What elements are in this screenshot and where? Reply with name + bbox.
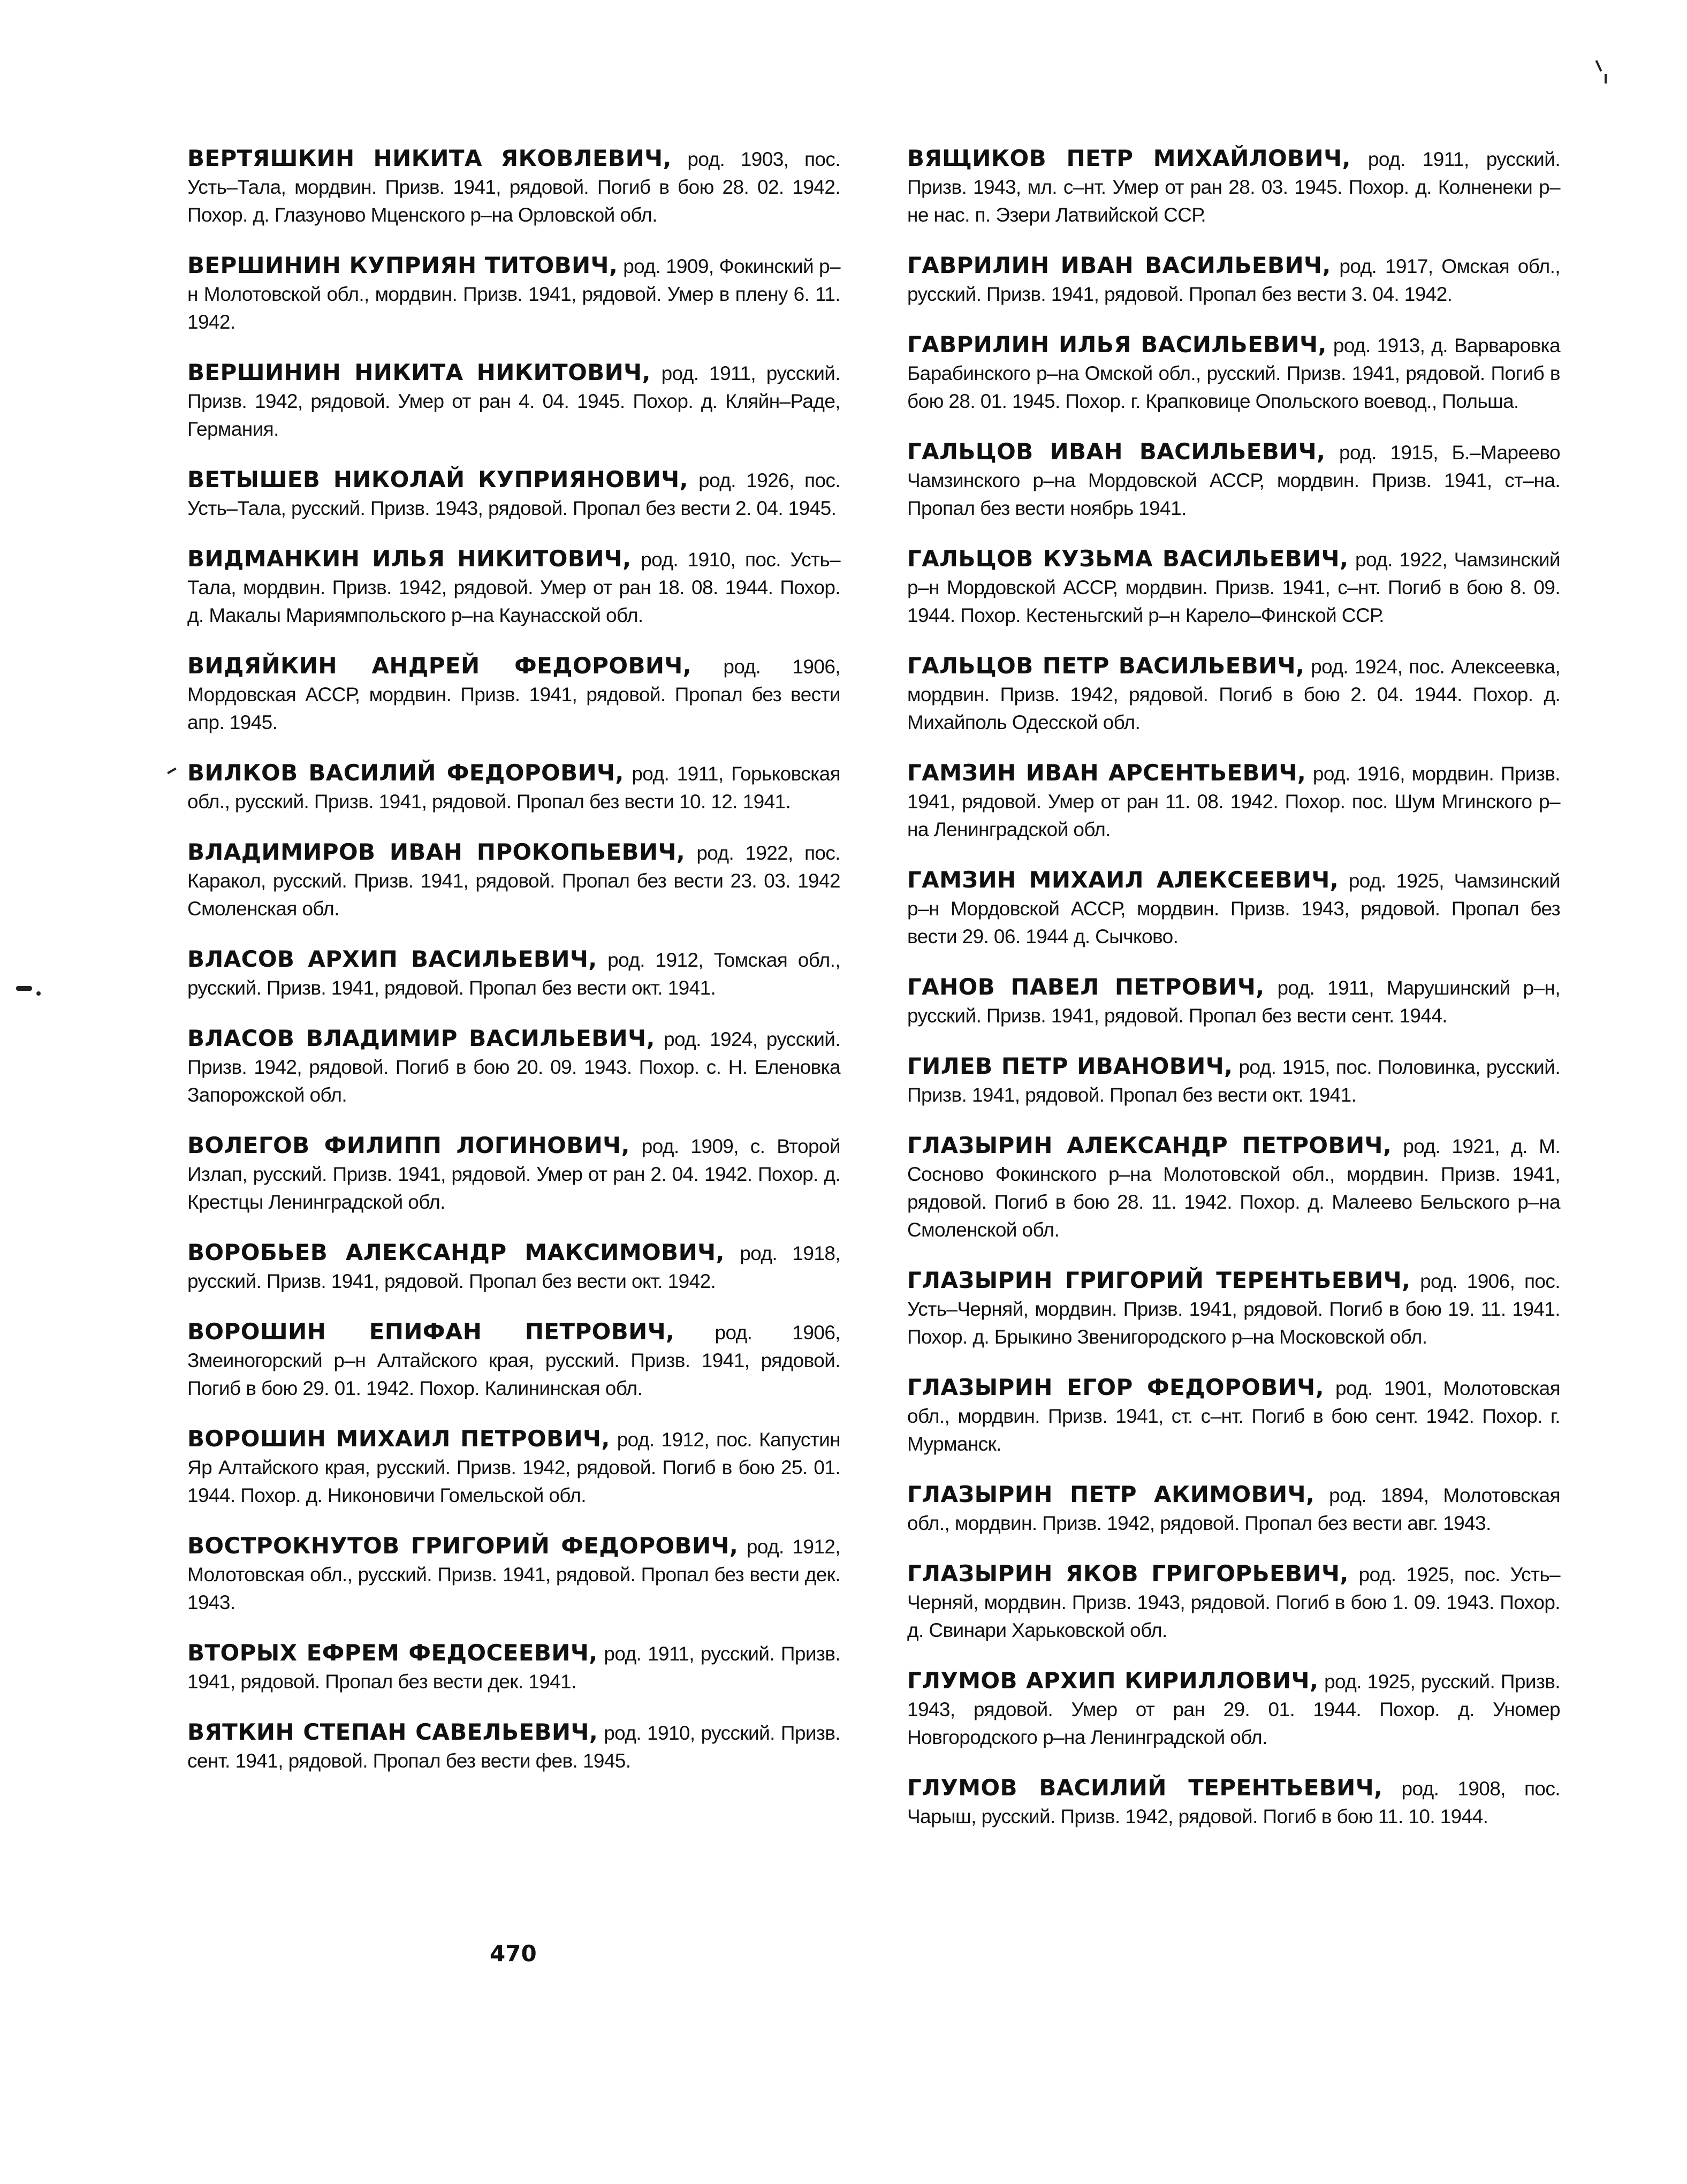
entry-details: род. 1911, Марушинский р–н, русский. Призв. 1941, рядовой. Пропал без вести сент. 1944. (907, 977, 1560, 1027)
entry-details: род. 1925, пос. Усть–Черняй, мордвин. Призв. 1943, рядовой. Погиб в бою 1. 09. 1943. Похор. д. Свинари Харьковской обл. (907, 1564, 1560, 1641)
entry-name: ГАЛЬЦОВ ИВАН ВАСИЛЬЕВИЧ, (907, 438, 1326, 465)
entry-details: род. 1912, пос. Капустин Яр Алтайского края, русский. Призв. 1942, рядовой. Погиб в бою 25. 01. 1944. Похор. д. Никоновичи Гомельской обл. (187, 1429, 841, 1506)
entry-name: ГАНОВ ПАВЕЛ ПЕТРОВИЧ, (907, 974, 1265, 1000)
entry (907, 1667, 1560, 1751)
entry-details: род. 1924, русский. Призв. 1942, рядовой. Погиб в бою 20. 09. 1943. Похор. с. Н. Еленовка Запорожской обл. (187, 1028, 841, 1106)
entry-details: род. 1912, Молотовская обл., русский. Призв. 1941, рядовой. Пропал без вести дек. 1943. (187, 1536, 840, 1613)
entry (907, 866, 1560, 951)
entry (907, 1481, 1560, 1537)
scan-speck (167, 768, 177, 774)
entry-details: род. 1911, русский. Призв. 1942, рядовой. Умер от ран 4. 04. 1945. Похор. д. Кляйн–Раде, Германия. (187, 362, 841, 440)
entry-name: ВИДМАНКИН ИЛЬЯ НИКИТОВИЧ, (187, 545, 632, 572)
entry-details: род. 1909, с. Второй Излап, русский. Призв. 1941, рядовой. Умер от ран 2. 04. 1942. Похор. д. Крестцы Ленинградской обл. (187, 1135, 840, 1213)
entry-details: род. 1921, д. М. Сосново Фокинского р–на Молотовской обл., мордвин. Призв. 1941, рядовой. Погиб в бою 28. 11. 1942. Похор. д. Малеево Бельского р–на Смоленской обл. (907, 1135, 1561, 1241)
entry-details: род. 1910, русский. Призв. сент. 1941, рядовой. Пропал без вести фев. 1945. (187, 1722, 840, 1772)
entry (187, 759, 840, 816)
entry-name: ВЛАДИМИРОВ ИВАН ПРОКОПЬЕВИЧ, (187, 839, 686, 865)
entry-name: ВЕРШИНИН НИКИТА НИКИТОВИЧ, (187, 359, 651, 385)
entry-name: ВЯЩИКОВ ПЕТР МИХАЙЛОВИЧ, (907, 145, 1351, 171)
entry (907, 1052, 1560, 1109)
entry-details: род. 1924, пос. Алексеевка, мордвин. Призв. 1942, рядовой. Погиб в бою 2. 04. 1944. Похор. д. Михайполь Одесской обл. (907, 656, 1560, 733)
entry-name: ВЯТКИН СТЕПАН САВЕЛЬЕВИЧ, (187, 1719, 598, 1745)
entry (187, 545, 840, 630)
entry-name: ВТОРЫХ ЕФРЕМ ФЕДОСЕЕВИЧ, (187, 1640, 598, 1666)
entry (187, 652, 840, 737)
entry-details: род. 1894, Молотовская обл., мордвин. Призв. 1942, рядовой. Пропал без вести авг. 1943. (907, 1484, 1560, 1534)
entry-name: ГАЛЬЦОВ КУЗЬМА ВАСИЛЬЕВИЧ, (907, 545, 1349, 572)
entry (187, 1239, 840, 1295)
entry-details: род. 1915, Б.–Мареево Чамзинского р–на Мордовской АССР, мордвин. Призв. 1941, ст–на. Пропал без вести ноябрь 1941. (907, 442, 1560, 519)
entry-name: ГЛАЗЫРИН ПЕТР АКИМОВИЧ, (907, 1481, 1315, 1507)
entry-details: род. 1911, Горьковская обл., русский. Призв. 1941, рядовой. Пропал без вести 10. 12. 1941. (187, 763, 840, 813)
entry (907, 973, 1560, 1030)
entry-details: род. 1909, Фокинский р–н Молотовской обл., мордвин. Призв. 1941, рядовой. Умер в плену 6. 11. 1942. (187, 255, 841, 333)
entry-details: род. 1912, Томская обл., русский. Призв. 1941, рядовой. Пропал без вести окт. 1941. (187, 949, 840, 999)
entry-details: род. 1908, пос. Чарыш, русский. Призв. 1942, рядовой. Погиб в бою 11. 10. 1944. (907, 1778, 1560, 1827)
entry-name: ГЛАЗЫРИН ЯКОВ ГРИГОРЬЕВИЧ, (907, 1560, 1349, 1587)
entry-details: род. 1906, пос. Усть–Черняй, мордвин. Призв. 1941, рядовой. Погиб в бою 19. 11. 1941. Похор. д. Брыкино Звенигородского р–на Московской обл. (907, 1270, 1560, 1348)
entry-name: ГЛУМОВ ВАСИЛИЙ ТЕРЕНТЬЕВИЧ, (907, 1774, 1383, 1801)
entry-name: ГИЛЕВ ПЕТР ИВАНОВИЧ, (907, 1053, 1233, 1079)
entry-details: род. 1906, Змеиногорский р–н Алтайского края, русский. Призв. 1941, рядовой. Погиб в бою 29. 01. 1942. Похор. Калининская обл. (187, 1322, 840, 1399)
scan-speck (1595, 60, 1602, 72)
entry-details: род. 1922, пос. Каракол, русский. Призв. 1941, рядовой. Пропал без вести 23. 03. 1942 Смоленская обл. (187, 842, 840, 920)
entry (907, 1560, 1560, 1644)
entry (907, 1132, 1560, 1244)
entry-name: ВОЛЕГОВ ФИЛИПП ЛОГИНОВИЧ, (187, 1132, 630, 1158)
entry (187, 359, 840, 443)
entry-details: род. 1922, Чамзинский р–н Мордовской АССР, мордвин. Призв. 1941, с–нт. Погиб в бою 8. 09. 1944. Похор. Кестеньгский р–н Карело–Финской ССР. (907, 549, 1560, 626)
entry (907, 438, 1560, 522)
entry-name: ВИЛКОВ ВАСИЛИЙ ФЕДОРОВИЧ, (187, 760, 624, 786)
entry-details: род. 1915, пос. Половинка, русский. Призв. 1941, рядовой. Пропал без вести окт. 1941. (907, 1056, 1560, 1106)
left-column (187, 145, 840, 1798)
entry (907, 145, 1560, 229)
page-number: 470 (490, 1940, 537, 1967)
entry-name: ГАМЗИН МИХАИЛ АЛЕКСЕЕВИЧ, (907, 867, 1339, 893)
entry (907, 331, 1560, 415)
entry-name: ГЛАЗЫРИН ЕГОР ФЕДОРОВИЧ, (907, 1374, 1324, 1400)
entry (907, 545, 1560, 630)
entry-details: род. 1906, Мордовская АССР, мордвин. Призв. 1941, рядовой. Пропал без вести апр. 1945. (187, 656, 840, 733)
entry-name: ГАВРИЛИН ИЛЬЯ ВАСИЛЬЕВИЧ, (907, 331, 1327, 358)
entry-details: род. 1910, пос. Усть–Тала, мордвин. Призв. 1942, рядовой. Умер от ран 18. 08. 1944. Похор. д. Макалы Мариямпольского р–на Каунасской обл. (187, 549, 840, 626)
entry-details: род. 1916, мордвин. Призв. 1941, рядовой. Умер от ран 11. 08. 1942. Похор. пос. Шум Мгинского р–на Ленинградской обл. (907, 763, 1560, 840)
entry (187, 1532, 840, 1617)
entry (187, 1132, 840, 1216)
entry (187, 145, 840, 229)
entry-details: род. 1903, пос. Усть–Тала, мордвин. Призв. 1941, рядовой. Погиб в бою 28. 02. 1942. Похор. д. Глазуново Мценского р–на Орловской обл. (187, 148, 840, 226)
scan-speck (1605, 74, 1607, 84)
entry-name: ВОРОШИН МИХАИЛ ПЕТРОВИЧ, (187, 1425, 610, 1452)
entry (187, 1639, 840, 1696)
entry (907, 1267, 1560, 1351)
right-column (907, 145, 1560, 1853)
entry-details: род. 1911, русский. Призв. 1941, рядовой. Пропал без вести дек. 1941. (187, 1643, 841, 1693)
entry-details: род. 1901, Молотовская обл., мордвин. Призв. 1941, ст. с–нт. Погиб в бою сент. 1942. Похор. г. Мурманск. (907, 1377, 1560, 1455)
entry-name: ГАВРИЛИН ИВАН ВАСИЛЬЕВИЧ, (907, 252, 1331, 278)
entry-details: род. 1913, д. Варваровка Барабинского р–на Омской обл., русский. Призв. 1941, рядовой. Погиб в бою 28. 01. 1945. Похор. г. Крапковице Опольского воевод., Польша. (907, 335, 1560, 412)
entry (187, 1718, 840, 1775)
entry-name: ВОРОБЬЕВ АЛЕКСАНДР МАКСИМОВИЧ, (187, 1239, 725, 1265)
entry (187, 1025, 840, 1109)
entry (187, 945, 840, 1002)
entry-name: ГЛУМОВ АРХИП КИРИЛЛОВИЧ, (907, 1667, 1319, 1694)
entry (187, 838, 840, 923)
entry (907, 252, 1560, 308)
entry (187, 252, 840, 336)
entry-name: ВЕРШИНИН КУПРИЯН ТИТОВИЧ, (187, 252, 618, 278)
entry (907, 652, 1560, 737)
entry-details: род. 1926, пос. Усть–Тала, русский. Призв. 1943, рядовой. Пропал без вести 2. 04. 1945. (187, 469, 840, 519)
entry (187, 1318, 840, 1402)
entry-name: ВЛАСОВ АРХИП ВАСИЛЬЕВИЧ, (187, 946, 597, 972)
entry-name: ГАМЗИН ИВАН АРСЕНТЬЕВИЧ, (907, 760, 1306, 786)
entry (907, 1774, 1560, 1831)
entry-name: ВОСТРОКНУТОВ ГРИГОРИЙ ФЕДОРОВИЧ, (187, 1533, 739, 1559)
entry-name: ВЕРТЯШКИН НИКИТА ЯКОВЛЕВИЧ, (187, 145, 672, 171)
entry-details: род. 1917, Омская обл., русский. Призв. 1941, рядовой. Пропал без вести 3. 04. 1942. (907, 255, 1560, 305)
scan-speck (36, 991, 41, 996)
entry-details: род. 1918, русский. Призв. 1941, рядовой. Пропал без вести окт. 1942. (187, 1242, 840, 1292)
entry-name: ГАЛЬЦОВ ПЕТР ВАСИЛЬЕВИЧ, (907, 653, 1305, 679)
entry-name: ВЛАСОВ ВЛАДИМИР ВАСИЛЬЕВИЧ, (187, 1025, 655, 1051)
entry-details: род. 1925, русский. Призв. 1943, рядовой. Умер от ран 29. 01. 1944. Похор. д. Уномер Новгородского р–на Ленинградской обл. (907, 1671, 1560, 1748)
entry-name: ВИДЯЙКИН АНДРЕЙ ФЕДОРОВИЧ, (187, 653, 692, 679)
entry (907, 1374, 1560, 1458)
entry-details: род. 1911, русский. Призв. 1943, мл. с–нт. Умер от ран 28. 03. 1945. Похор. д. Колненеки р–не нас. п. Эзери Латвийской ССР. (907, 148, 1560, 226)
entry (907, 759, 1560, 844)
entry-name: ГЛАЗЫРИН ГРИГОРИЙ ТЕРЕНТЬЕВИЧ, (907, 1267, 1411, 1293)
entry (187, 1425, 840, 1510)
entry-details: род. 1925, Чамзинский р–н Мордовской АССР, мордвин. Призв. 1943, рядовой. Пропал без вести 29. 06. 1944 д. Сычково. (907, 870, 1561, 947)
scan-speck (16, 986, 32, 991)
entry (187, 466, 840, 522)
entry-name: ВОРОШИН ЕПИФАН ПЕТРОВИЧ, (187, 1318, 675, 1345)
entry-name: ВЕТЫШЕВ НИКОЛАЙ КУПРИЯНОВИЧ, (187, 466, 688, 492)
entry-name: ГЛАЗЫРИН АЛЕКСАНДР ПЕТРОВИЧ, (907, 1132, 1392, 1158)
